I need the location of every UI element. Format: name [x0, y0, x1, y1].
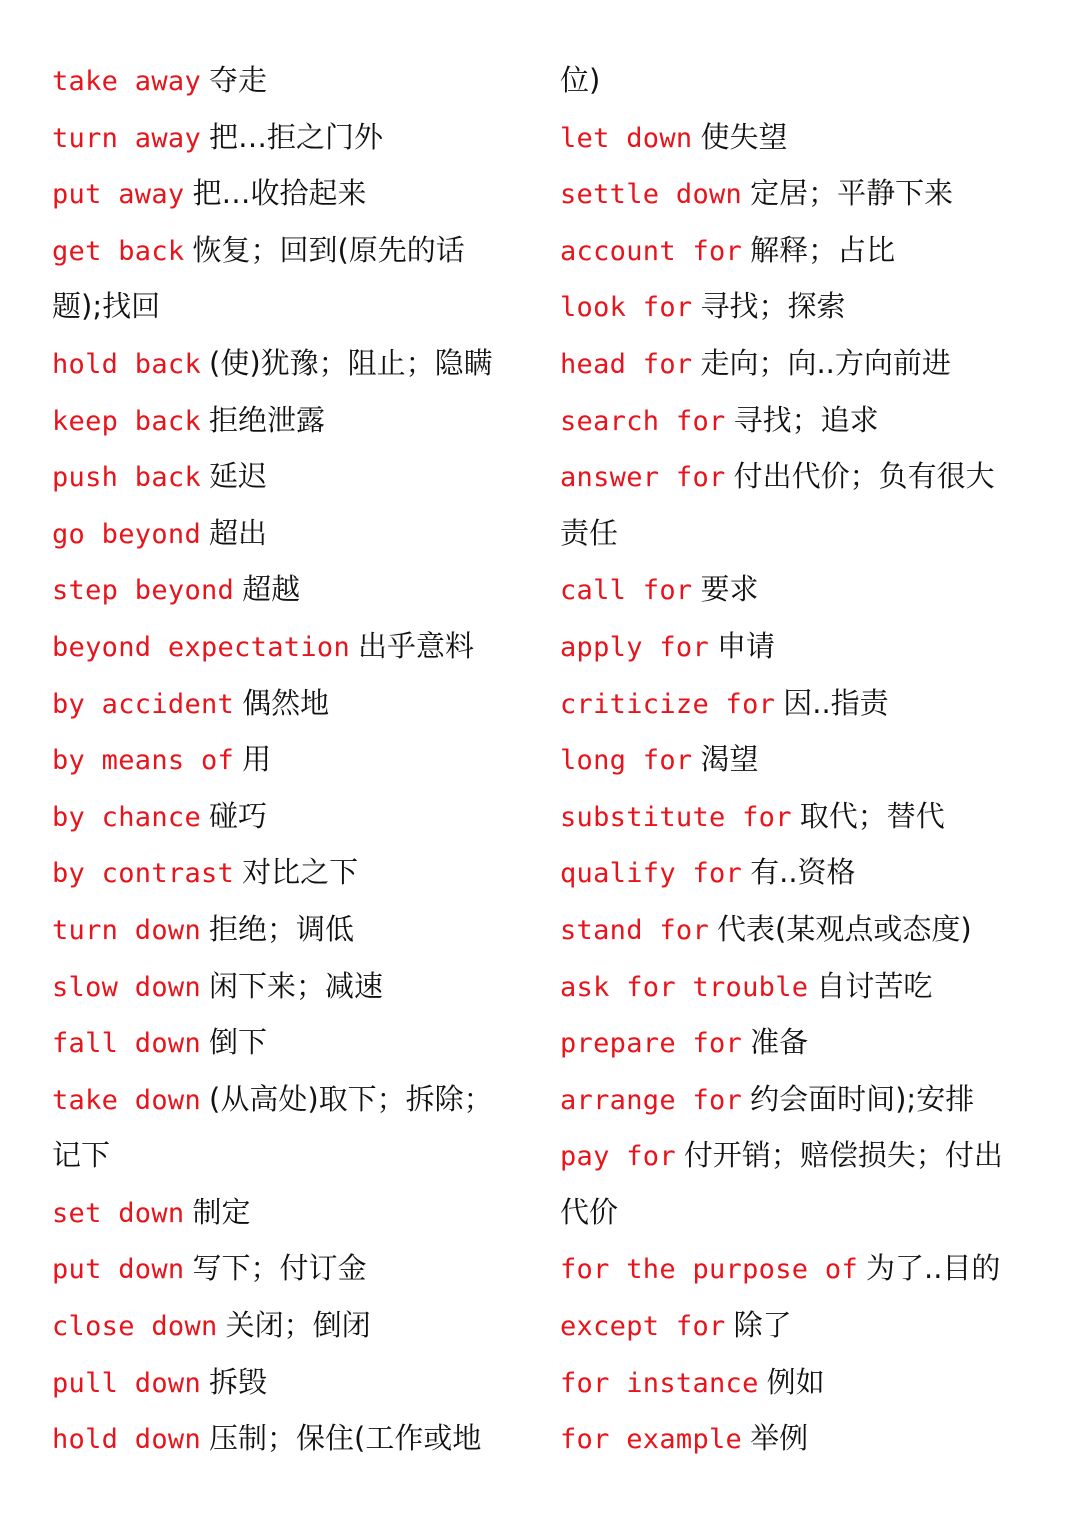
english-phrase: criticize for — [560, 688, 776, 720]
english-phrase: by chance — [52, 801, 201, 833]
chinese-meaning: 题);找回 — [52, 289, 161, 324]
english-phrase: hold back — [52, 348, 201, 380]
english-phrase: pull down — [52, 1367, 201, 1399]
phrase-entry — [560, 222, 1038, 279]
chinese-meaning: 责任 — [560, 515, 619, 550]
chinese-meaning: 把…拒之门外 — [209, 119, 384, 154]
chinese-meaning: 恢复；回到(原先的话 — [192, 232, 465, 267]
english-phrase: arrange for — [560, 1084, 743, 1116]
chinese-meaning: 出乎意料 — [358, 628, 475, 663]
chinese-meaning: 用 — [242, 742, 272, 777]
phrase-entry — [52, 1184, 530, 1241]
english-phrase: turn away — [52, 122, 201, 154]
english-phrase: look for — [560, 292, 693, 324]
phrase-entry — [560, 1127, 1038, 1184]
english-phrase: substitute for — [560, 801, 792, 833]
chinese-meaning: 压制；保住(工作或地 — [209, 1421, 482, 1456]
chinese-meaning: 超出 — [209, 515, 268, 550]
phrase-entry — [560, 165, 1038, 222]
chinese-meaning: 定居；平静下来 — [750, 176, 954, 211]
phrase-entry — [52, 505, 530, 562]
chinese-meaning: 使失望 — [700, 119, 788, 154]
phrase-entry — [52, 392, 530, 449]
english-phrase: go beyond — [52, 518, 201, 550]
left-column — [52, 52, 530, 1467]
phrase-entry — [560, 1014, 1038, 1071]
english-phrase: except for — [560, 1311, 726, 1343]
phrase-entry — [52, 731, 530, 788]
english-phrase: qualify for — [560, 858, 743, 890]
phrase-entry — [560, 1184, 1038, 1241]
chinese-meaning: 位) — [560, 63, 601, 97]
english-phrase: long for — [560, 745, 693, 777]
phrase-entry — [560, 278, 1038, 335]
phrase-entry — [52, 1297, 530, 1354]
phrase-entry — [560, 618, 1038, 675]
chinese-meaning: 写下；付订金 — [192, 1251, 367, 1286]
english-phrase: let down — [560, 122, 693, 154]
english-phrase: set down — [52, 1197, 185, 1229]
phrase-entry — [52, 958, 530, 1015]
chinese-meaning: (使)犹豫；阻止；隐瞒 — [209, 345, 493, 380]
phrase-entry — [560, 675, 1038, 732]
phrase-entry — [52, 335, 530, 392]
english-phrase: step beyond — [52, 575, 235, 607]
english-phrase: head for — [560, 348, 693, 380]
phrase-entry — [52, 52, 530, 109]
english-phrase: take away — [52, 66, 201, 97]
phrase-entry — [560, 52, 1038, 109]
english-phrase: stand for — [560, 914, 709, 946]
chinese-meaning: 走向；向..方向前进 — [700, 345, 951, 380]
english-phrase: beyond expectation — [52, 631, 350, 663]
english-phrase: get back — [52, 235, 185, 267]
chinese-meaning: 付出代价；负有很大 — [733, 459, 995, 494]
phrase-entry — [52, 1240, 530, 1297]
phrase-entry — [52, 901, 530, 958]
chinese-meaning: 自讨苦吃 — [816, 968, 933, 1003]
english-phrase: by means of — [52, 745, 235, 777]
phrase-entry — [52, 165, 530, 222]
phrase-entry — [52, 1410, 530, 1467]
english-phrase: push back — [52, 462, 201, 494]
english-phrase: prepare for — [560, 1028, 743, 1060]
chinese-meaning: 代表(某观点或态度) — [717, 911, 972, 946]
chinese-meaning: 拒绝泄露 — [209, 402, 326, 437]
phrase-entry — [52, 1014, 530, 1071]
chinese-meaning: 举例 — [750, 1421, 809, 1456]
phrase-entry — [560, 505, 1038, 562]
english-phrase: answer for — [560, 462, 726, 494]
phrase-entry — [560, 958, 1038, 1015]
english-phrase: for example — [560, 1424, 743, 1456]
chinese-meaning: (从高处)取下；拆除； — [209, 1081, 493, 1116]
chinese-meaning: 碰巧 — [209, 798, 268, 833]
chinese-meaning: 延迟 — [209, 459, 268, 494]
chinese-meaning: 解释；占比 — [750, 232, 896, 267]
english-phrase: settle down — [560, 179, 743, 211]
phrase-entry — [560, 1071, 1038, 1128]
chinese-meaning: 记下 — [52, 1138, 111, 1173]
chinese-meaning: 超越 — [242, 572, 301, 607]
english-phrase: put down — [52, 1254, 185, 1286]
chinese-meaning: 约会面时间);安排 — [750, 1081, 975, 1116]
phrase-entry — [52, 1071, 530, 1128]
chinese-meaning: 寻找；追求 — [733, 402, 879, 437]
phrase-entry — [560, 448, 1038, 505]
english-phrase: account for — [560, 235, 743, 267]
phrase-entry — [560, 1410, 1038, 1467]
english-phrase: apply for — [560, 631, 709, 663]
phrase-entry — [560, 788, 1038, 845]
chinese-meaning: 除了 — [733, 1308, 792, 1343]
chinese-meaning: 关闭；倒闭 — [225, 1308, 371, 1343]
phrase-entry — [52, 1354, 530, 1411]
english-phrase: close down — [52, 1311, 218, 1343]
chinese-meaning: 闲下来；减速 — [209, 968, 384, 1003]
phrase-entry — [52, 618, 530, 675]
phrase-entry — [560, 109, 1038, 166]
chinese-meaning: 渴望 — [700, 742, 759, 777]
chinese-meaning: 寻找；探索 — [700, 289, 846, 324]
right-column — [560, 52, 1038, 1467]
chinese-meaning: 制定 — [192, 1194, 251, 1229]
phrase-entry — [560, 1297, 1038, 1354]
english-phrase: by accident — [52, 688, 235, 720]
phrase-entry — [52, 278, 530, 335]
phrase-entry — [560, 1240, 1038, 1297]
chinese-meaning: 代价 — [560, 1194, 619, 1229]
chinese-meaning: 付开销；赔偿损失；付出 — [683, 1138, 1003, 1173]
english-phrase: for instance — [560, 1367, 759, 1399]
english-phrase: slow down — [52, 971, 201, 1003]
chinese-meaning: 对比之下 — [242, 855, 359, 890]
english-phrase: keep back — [52, 405, 201, 437]
phrase-entry — [560, 392, 1038, 449]
phrase-entry — [560, 731, 1038, 788]
english-phrase: fall down — [52, 1028, 201, 1060]
phrase-entry — [52, 109, 530, 166]
phrase-entry — [52, 844, 530, 901]
english-phrase: hold down — [52, 1424, 201, 1456]
chinese-meaning: 要求 — [700, 572, 759, 607]
english-phrase: ask for trouble — [560, 971, 809, 1003]
english-phrase: pay for — [560, 1141, 676, 1173]
chinese-meaning: 有..资格 — [750, 855, 856, 890]
chinese-meaning: 夺走 — [209, 63, 268, 97]
chinese-meaning: 倒下 — [209, 1025, 268, 1060]
chinese-meaning: 为了..目的 — [866, 1251, 1001, 1286]
phrase-entry — [52, 448, 530, 505]
chinese-meaning: 把…收拾起来 — [192, 176, 367, 211]
chinese-meaning: 因..指责 — [783, 685, 889, 720]
chinese-meaning: 偶然地 — [242, 685, 330, 720]
chinese-meaning: 申请 — [717, 628, 776, 663]
phrase-entry — [560, 844, 1038, 901]
phrase-entry — [52, 222, 530, 279]
phrase-entry — [52, 561, 530, 618]
phrase-entry — [52, 788, 530, 845]
english-phrase: turn down — [52, 914, 201, 946]
phrase-entry — [52, 1127, 530, 1184]
chinese-meaning: 取代；替代 — [799, 798, 945, 833]
chinese-meaning: 拒绝；调低 — [209, 911, 355, 946]
english-phrase: search for — [560, 405, 726, 437]
english-phrase: take down — [52, 1084, 201, 1116]
phrase-entry — [560, 901, 1038, 958]
phrase-entry — [560, 335, 1038, 392]
phrase-entry — [52, 675, 530, 732]
chinese-meaning: 例如 — [766, 1364, 825, 1399]
chinese-meaning: 准备 — [750, 1025, 809, 1060]
english-phrase: put away — [52, 179, 185, 211]
english-phrase: for the purpose of — [560, 1254, 858, 1286]
phrase-entry — [560, 561, 1038, 618]
phrase-entry — [560, 1354, 1038, 1411]
english-phrase: call for — [560, 575, 693, 607]
chinese-meaning: 拆毁 — [209, 1364, 268, 1399]
english-phrase: by contrast — [52, 858, 235, 890]
